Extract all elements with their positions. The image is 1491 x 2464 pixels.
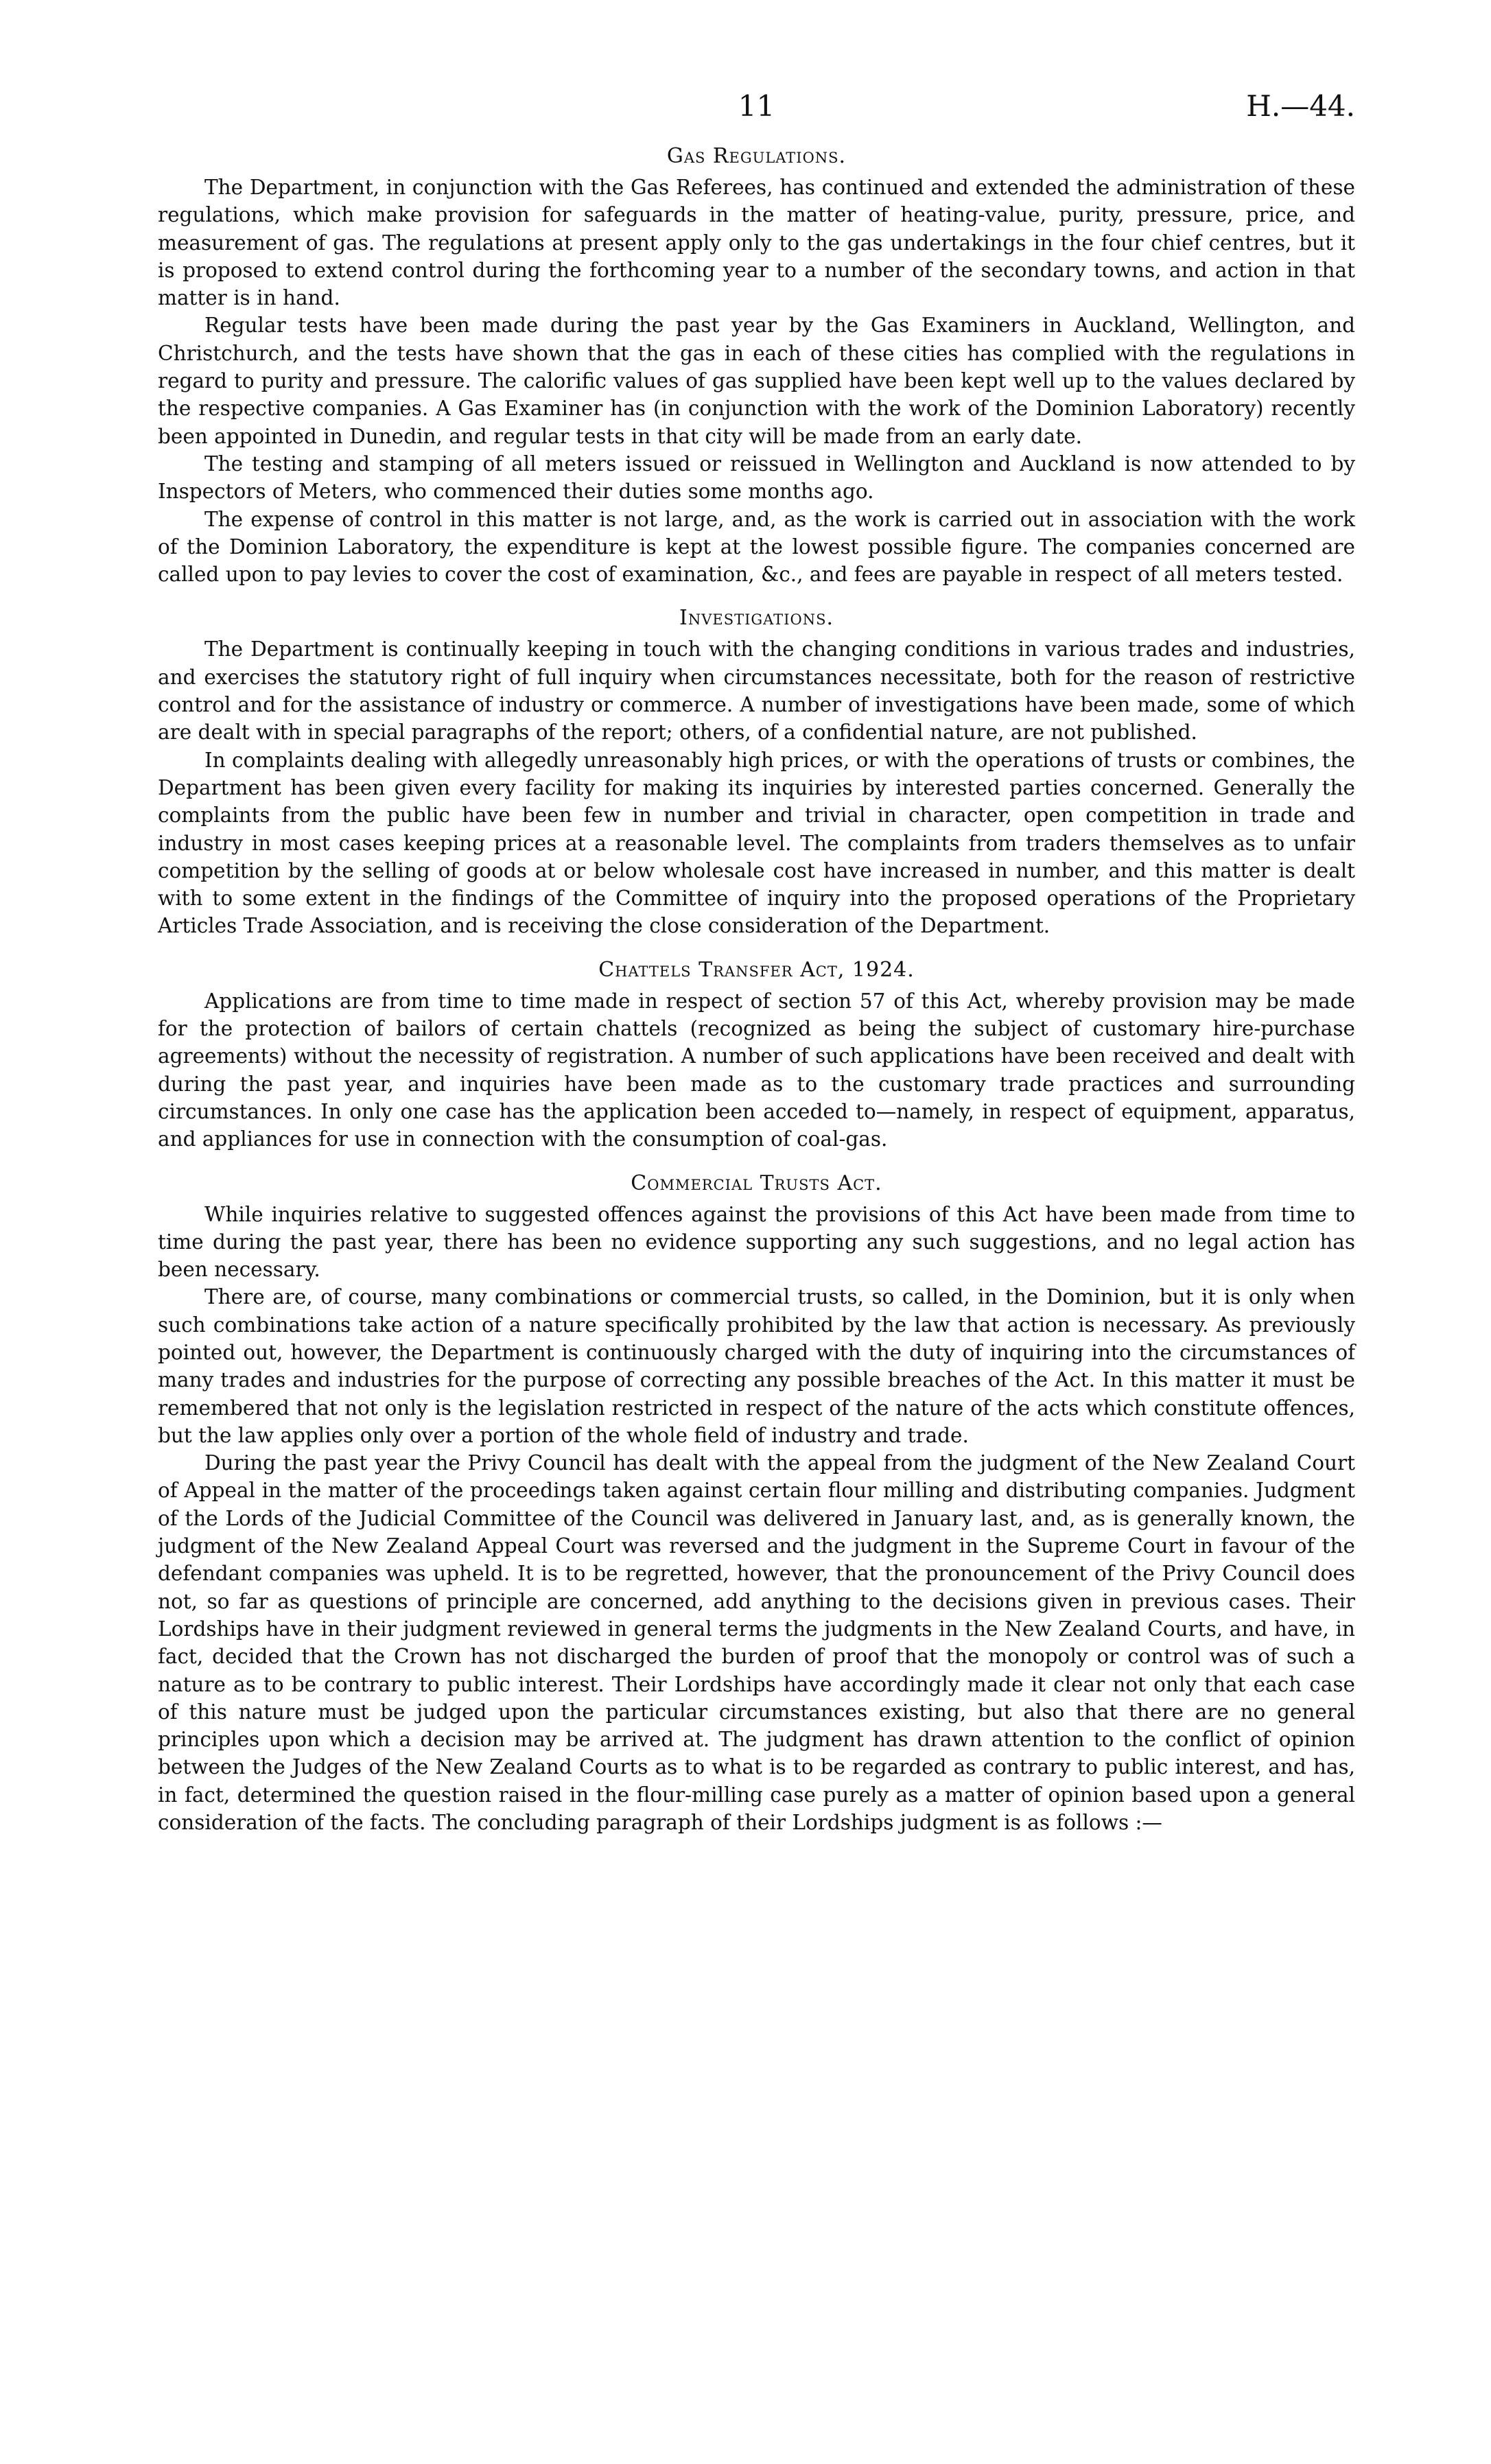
paragraph: There are, of course, many combinations or commercial trusts, so called, in the Dominion, but it is only when such combinations take action of a nature specifically prohibited by the law that action is necessary. As previously pointed out, however, the Department is continuously charged with the duty of inquiring into the circumstances of many trades and industries for the purpose of correcting any possible breaches of the Act. In this matter it must be remembered that not only is the legislation restricted in respect of the nature of the acts which constitute offences, but the law applies only over a portion of the whole field of industry and trade. <box>158 1285 1355 1447</box>
paragraph: The Department is continually keeping in touch with the changing conditions in various trades and industries, and exercises the statutory right of full inquiry when circumstances necessitate, both for the reason of restrictive control and for the assistance of industry or commerce. A number of investigations have been made, some of which are dealt with in special paragraphs of the report; others, of a confidential nature, are not published. <box>158 637 1355 744</box>
section-commercial-trusts-act <box>158 1171 1355 1837</box>
section-heading: Investigations. <box>679 606 834 631</box>
section-heading: Chattels Transfer Act, 1924. <box>598 957 915 982</box>
paragraph: In complaints dealing with allegedly unreasonably high prices, or with the operations of trusts or combines, the Department has been given every facility for making its inquiries by interested parties concerned. Generally the complaints from the public have been few in number and trivial in character, open competition in trade and industry in most cases keeping prices at a reasonable level. The complaints from traders themselves as to unfair competition by the selling of goods at or below wholesale cost have increased in number, and this matter is dealt with to some extent in the findings of the Committee of inquiry into the proposed operations of the Proprietary Articles Trade Association, and is receiving the close consideration of the Department. <box>158 748 1355 938</box>
section-investigations <box>158 606 1355 939</box>
paragraph: The expense of control in this matter is not large, and, as the work is carried out in association with the work of the Dominion Laboratory, the expenditure is kept at the lowest possible figure. The companies concerned are called upon to pay levies to cover the cost of examination, &c., and fees are payable in respect of all meters tested. <box>158 507 1355 587</box>
paragraph: The Department, in conjunction with the Gas Referees, has continued and extended the administration of these regulations, which make provision for safeguards in the matter of heating-value, purity, pressure, price, and measurement of gas. The regulations at present apply only to the gas undertakings in the four chief centres, but it is proposed to extend control during the forthcoming year to a number of the secondary towns, and action in that matter is in hand. <box>158 176 1355 310</box>
paragraph: During the past year the Privy Council has dealt with the appeal from the judgment of the New Zealand Court of Appeal in the matter of the proceedings taken against certain flour milling and distributing companies. Judgment of the Lords of the Judicial Committee of the Council was delivered in January last, and, as is generally known, the judgment of the New Zealand Appeal Court was reversed and the judgment in the Supreme Court in favour of the defendant companies was upheld. It is to be regretted, however, that the pronouncement of the Privy Council does not, so far as questions of principle are concerned, add anything to the decisions given in previous cases. Their Lordships have in their judgment reviewed in general terms the judgments in the New Zealand Courts, and have, in fact, decided that the Crown has not discharged the burden of proof that the monopoly or control was of such a nature as to be contrary to public interest. Their Lordships have accordingly made it clear not only that each case of this nature must be judged upon the particular circumstances existing, but also that there are no general principles upon which a decision may be arrived at. The judgment has drawn attention to the conflict of opinion between the Judges of the New Zealand Courts as to what is to be regarded as contrary to public interest, and has, in fact, determined the question raised in the flour-milling case purely as a matter of opinion based upon a general consideration of the facts. The concluding paragraph of their Lordships judgment is as follows :— <box>158 1451 1355 1835</box>
section-gas-regulations <box>158 144 1355 588</box>
paragraph: Regular tests have been made during the past year by the Gas Examiners in Auckland, Wellington, and Christchurch, and the tests have shown that the gas in each of these cities has complied with the regulations in regard to purity and pressure. The calorific values of gas supplied have been kept well up to the values declared by the respective companies. A Gas Examiner has (in conjunction with the work of the Dominion Laboratory) recently been appointed in Dunedin, and regular tests in that city will be made from an early date. <box>158 314 1355 448</box>
document-reference: H.—44. <box>1246 89 1355 123</box>
paragraph: While inquiries relative to suggested offences against the provisions of this Act have been made from time to time during the past year, there has been no evidence supporting any such suggestions, and no legal action has been necessary. <box>158 1202 1355 1282</box>
section-heading: Gas Regulations. <box>666 144 847 168</box>
paragraph: Applications are from time to time made in respect of section 57 of this Act, whereby provision may be made for the protection of bailors of certain chattels (recognized as being the subject of customary hire-purchase agreements) without the necessity of registration. A number of such applications have been received and dealt with during the past year, and inquiries have been made as to the customary trade practices and surrounding circumstances. In only one case has the application been acceded to—namely, in respect of equipment, apparatus, and appliances for use in connection with the consumption of coal-gas. <box>158 989 1355 1151</box>
paragraph: The testing and stamping of all meters issued or reissued in Wellington and Auckland is now attended to by Inspectors of Meters, who commenced their duties some months ago. <box>158 451 1355 504</box>
section-chattels-transfer-act <box>158 958 1355 1153</box>
page-number: 11 <box>738 89 775 123</box>
document-page <box>158 89 1355 1836</box>
page-header <box>158 89 1355 144</box>
section-heading: Commercial Trusts Act. <box>631 1171 882 1195</box>
